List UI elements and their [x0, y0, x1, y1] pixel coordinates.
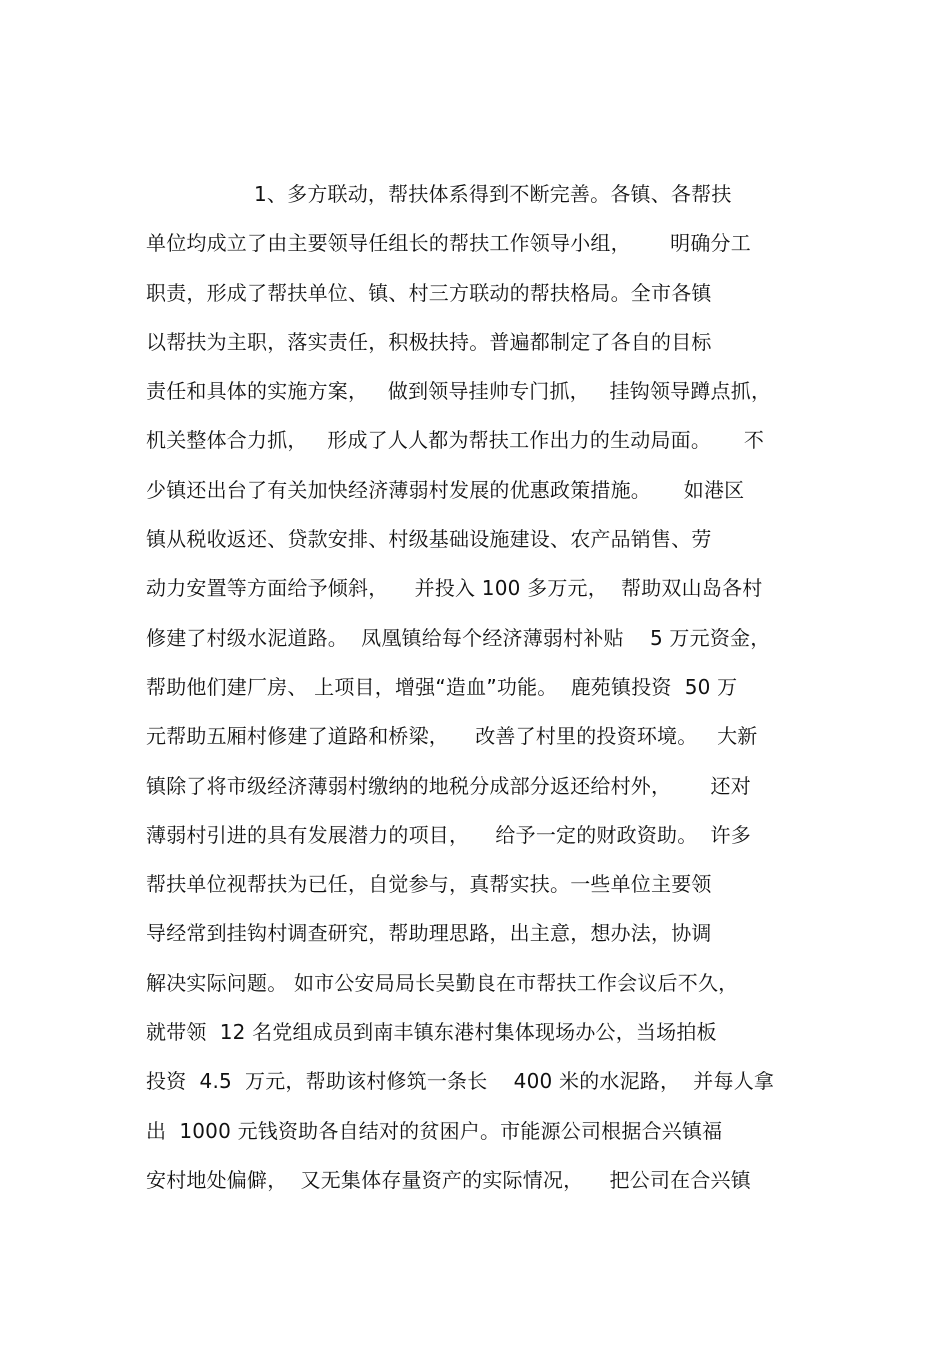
text-line: 修建了村级水泥道路。 凤凰镇给每个经济薄弱村补贴 5 万元资金， — [146, 625, 771, 650]
text-line: 导经常到挂钩村调查研究，帮助理思路，出主意，想办法，协调 — [146, 921, 712, 946]
text-line: 薄弱村引进的具有发展潜力的项目， 给予一定的财政资助。 许多 — [146, 822, 751, 847]
text-line: 以帮扶为主职，落实责任，积极扶持。普遍都制定了各自的目标 — [146, 329, 712, 354]
text-line: 单位均成立了由主要领导任组长的帮扶工作领导小组， 明确分工 — [146, 231, 751, 256]
text-line: 投资 4.5 万元，帮助该村修筑一条长 400 米的水泥路， 并每人拿 — [146, 1069, 775, 1094]
text-line: 出 1000 元钱资助各自结对的贫困户。市能源公司根据合兴镇福 — [146, 1118, 723, 1143]
text-line: 机关整体合力抓， 形成了人人都为帮扶工作出力的生动局面。 不 — [146, 428, 765, 453]
text-line: 动力安置等方面给予倾斜， 并投入 100 多万元， 帮助双山岛各村 — [146, 576, 763, 601]
text-line: 就带领 12 名党组成员到南丰镇东港村集体现场办公，当场拍板 — [146, 1020, 717, 1045]
text-line: 解决实际问题。 如市公安局局长吴勤良在市帮扶工作会议后不久， — [146, 970, 739, 995]
text-line: 安村地处偏僻， 又无集体存量资产的实际情况， 把公司在合兴镇 — [146, 1167, 751, 1192]
text-line: 帮扶单位视帮扶为已任，自觉参与，真帮实扶。一些单位主要领 — [146, 872, 712, 897]
body-paragraph — [146, 176, 806, 1211]
text-line: 帮助他们建厂房、 上项目，增强“造血”功能。 鹿苑镇投资 50 万 — [146, 674, 738, 699]
text-line: 元帮助五厢村修建了道路和桥梁， 改善了村里的投资环境。 大新 — [146, 724, 758, 749]
text-line: 镇除了将市级经济薄弱村缴纳的地税分成部分返还给村外， 还对 — [146, 773, 751, 798]
text-line: 少镇还出台了有关加快经济薄弱村发展的优惠政策措施。 如港区 — [146, 477, 745, 502]
text-line: 镇从税收返还、贷款安排、村级基础设施建设、农产品销售、劳 — [146, 527, 712, 552]
text-line: 1、多方联动，帮扶体系得到不断完善。各镇、各帮扶 — [254, 182, 732, 206]
text-line: 责任和具体的实施方案， 做到领导挂帅专门抓， 挂钩领导蹲点抓， — [146, 379, 772, 404]
text-line: 职责，形成了帮扶单位、镇、村三方联动的帮扶格局。全市各镇 — [146, 280, 712, 305]
